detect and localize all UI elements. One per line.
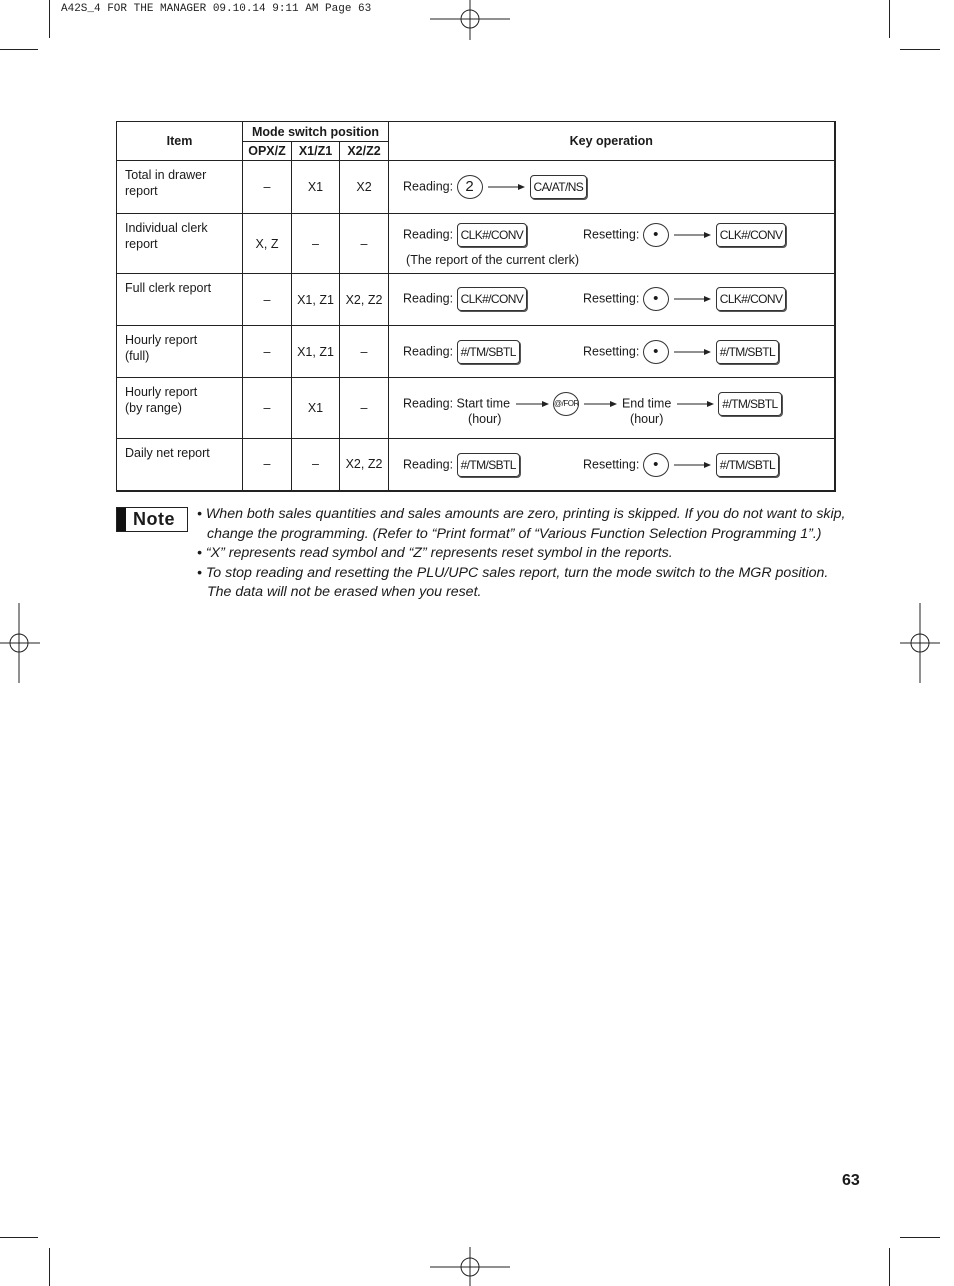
- x1z1-cell: –: [292, 214, 340, 274]
- crop-mark: [0, 49, 38, 50]
- header-opxz: OPX/Z: [243, 142, 292, 161]
- crop-mark: [900, 49, 940, 50]
- resetting-label: Resetting:: [583, 457, 640, 472]
- reading-label: Reading:: [403, 344, 454, 359]
- item-cell: Full clerk report: [117, 274, 243, 326]
- x2z2-cell: –: [340, 378, 389, 439]
- key-operation-cell: [389, 214, 835, 274]
- opxz-cell: X, Z: [243, 214, 292, 274]
- header-key-operation: Key operation: [389, 122, 835, 161]
- reading-start-time-label: Reading: Start time: [403, 396, 511, 411]
- note-label: Note: [133, 509, 175, 529]
- key-tm-sbtl: #/TM/SBTL: [716, 340, 779, 364]
- opxz-cell: –: [243, 274, 292, 326]
- note-bullets: [197, 505, 847, 603]
- reading-label: Reading:: [403, 227, 454, 242]
- x1z1-cell: X1, Z1: [292, 274, 340, 326]
- x2z2-cell: X2, Z2: [340, 439, 389, 491]
- key-clk-conv: CLK#/CONV: [457, 287, 528, 311]
- key-at-for: @/FOR: [553, 392, 579, 416]
- note-badge: [116, 507, 188, 532]
- note-bullet: • “X” represents read symbol and “Z” represents reset symbol in the reports.: [197, 545, 673, 562]
- arrow-right-icon: [672, 231, 712, 239]
- header-x1z1: X1/Z1: [292, 142, 340, 161]
- header-x2z2: X2/Z2: [340, 142, 389, 161]
- item-cell: Individual clerk report: [117, 214, 243, 274]
- arrow-right-icon: [672, 348, 712, 356]
- table-row: [117, 214, 835, 274]
- note-badge-bar: [117, 508, 126, 531]
- key-tm-sbtl: #/TM/SBTL: [457, 340, 520, 364]
- registration-mark-icon: [0, 603, 40, 683]
- key-tm-sbtl: #/TM/SBTL: [457, 453, 520, 477]
- arrow-right-icon: [514, 400, 550, 408]
- header-item: Item: [117, 122, 243, 161]
- x1z1-cell: X1: [292, 161, 340, 214]
- x2z2-cell: –: [340, 326, 389, 378]
- key-ca-at-ns: CA/AT/NS: [530, 175, 588, 199]
- opxz-cell: –: [243, 161, 292, 214]
- crop-mark: [900, 1237, 940, 1238]
- key-operation-cell: [389, 439, 835, 491]
- x2z2-cell: X2: [340, 161, 389, 214]
- x2z2-cell: –: [340, 214, 389, 274]
- arrow-right-icon: [675, 400, 715, 408]
- end-time-label: End time: [621, 396, 672, 411]
- reading-label: Reading:: [403, 179, 454, 194]
- start-hour-label: (hour): [468, 412, 502, 426]
- key-clk-conv: CLK#/CONV: [457, 223, 528, 247]
- item-cell: Daily net report: [117, 439, 243, 491]
- resetting-label: Resetting:: [583, 227, 640, 242]
- crop-mark: [49, 1248, 50, 1286]
- key-dot: •: [643, 453, 669, 477]
- x1z1-cell: X1, Z1: [292, 326, 340, 378]
- key-clk-conv: CLK#/CONV: [716, 223, 787, 247]
- crop-mark: [49, 0, 50, 38]
- key-tm-sbtl: #/TM/SBTL: [718, 392, 781, 416]
- key-clk-conv: CLK#/CONV: [716, 287, 787, 311]
- arrow-right-icon: [582, 400, 618, 408]
- key-dot: •: [643, 340, 669, 364]
- item-cell: Hourly report (by range): [117, 378, 243, 439]
- registration-mark-icon: [430, 1247, 510, 1286]
- arrow-right-icon: [672, 295, 712, 303]
- registration-mark-icon: [430, 0, 510, 40]
- resetting-label: Resetting:: [583, 344, 640, 359]
- end-hour-label: (hour): [630, 412, 664, 426]
- crop-mark: [0, 1237, 38, 1238]
- print-slug: A42S_4 FOR THE MANAGER 09.10.14 9:11 AM Page 63: [61, 3, 372, 15]
- key-dot: •: [643, 223, 669, 247]
- key-operation-cell: [389, 274, 835, 326]
- opxz-cell: –: [243, 439, 292, 491]
- key-operation-cell: [389, 378, 835, 439]
- reading-label: Reading:: [403, 457, 454, 472]
- x1z1-cell: X1: [292, 378, 340, 439]
- crop-mark: [889, 0, 890, 38]
- key-operation-cell: [389, 326, 835, 378]
- opxz-cell: –: [243, 326, 292, 378]
- header-mode-switch-position: Mode switch position: [243, 122, 389, 142]
- page-number: 63: [842, 1172, 860, 1189]
- arrow-right-icon: [672, 461, 712, 469]
- key-operation-cell: [389, 161, 835, 214]
- registration-mark-icon: [900, 603, 940, 683]
- report-table: [116, 121, 836, 492]
- table-row: [117, 378, 835, 439]
- x1z1-cell: –: [292, 439, 340, 491]
- item-cell: Hourly report (full): [117, 326, 243, 378]
- table-row: [117, 439, 835, 491]
- current-clerk-note: (The report of the current clerk): [406, 253, 580, 267]
- note-bullet: • To stop reading and resetting the PLU/UPC sales report, turn the mode switch to the MGR position. The data will not be erased when you reset.: [197, 564, 829, 601]
- note-bullet: • When both sales quantities and sales amounts are zero, printing is skipped. If you do not want to skip, change the programming. (Refer to “Print format” of “Various Function Selection Programming 1”.): [197, 506, 846, 542]
- key-dot: •: [643, 287, 669, 311]
- key-2: 2: [457, 175, 483, 199]
- resetting-label: Resetting:: [583, 291, 640, 306]
- arrow-right-icon: [486, 183, 526, 191]
- reading-label: Reading:: [403, 291, 454, 306]
- table-row: [117, 274, 835, 326]
- crop-mark: [889, 1248, 890, 1286]
- x2z2-cell: X2, Z2: [340, 274, 389, 326]
- opxz-cell: –: [243, 378, 292, 439]
- table-row: [117, 326, 835, 378]
- table-row: [117, 161, 835, 214]
- key-tm-sbtl: #/TM/SBTL: [716, 453, 779, 477]
- item-cell: Total in drawer report: [117, 161, 243, 214]
